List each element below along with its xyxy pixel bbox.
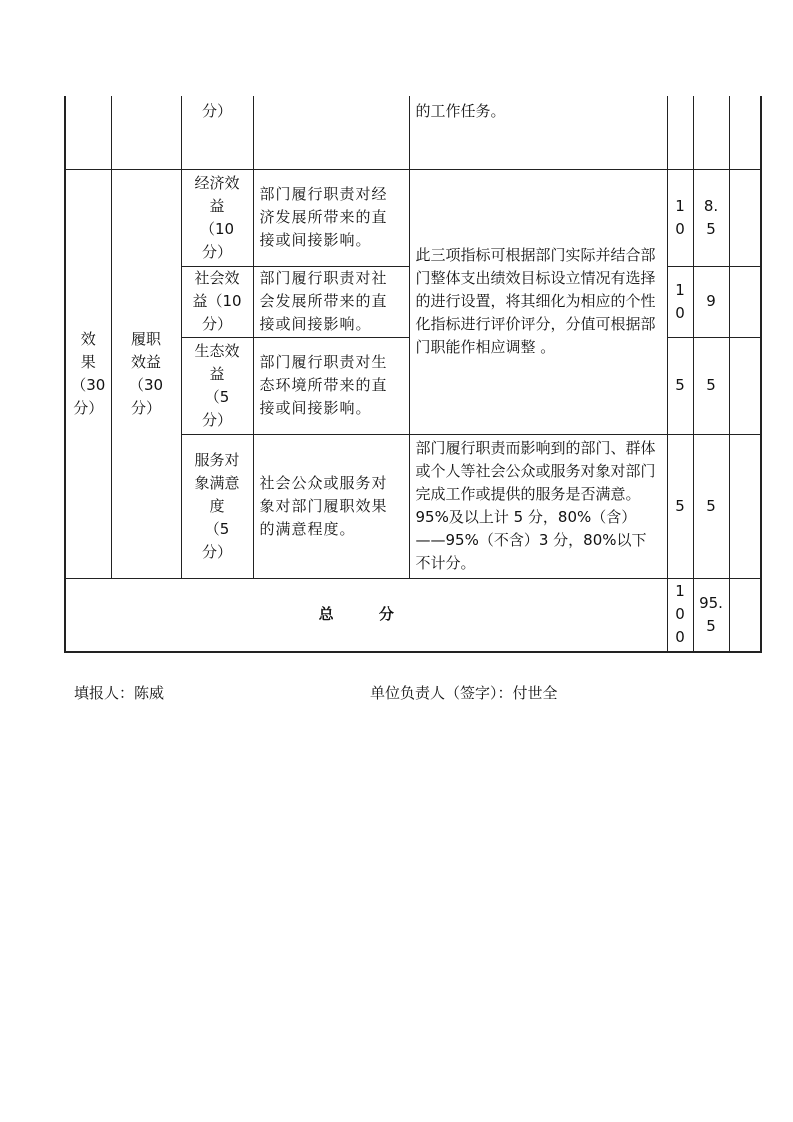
full-score-cell-top	[667, 96, 693, 169]
level2-cell-top	[111, 96, 181, 169]
responsible-signature: 单位负责人（签字）：付世全	[370, 684, 558, 702]
satisfaction-name: 服务对 象满意 度 （5 分）	[181, 434, 253, 578]
economic-score: 8.5	[693, 169, 729, 266]
total-label-cell	[65, 578, 667, 652]
level1-indicator: 效 果 （30 分）	[65, 169, 111, 578]
ecological-benefit-name: 生态效 益 （5 分）	[181, 337, 253, 434]
satisfaction-note: 部门履行职责而影响到的部门、群体或个人等社会公众或服务对象对部门完成工作或提供的服务是否满意。95%及以上计 5 分，80%（含）——95%（不含）3 分，80%以下不计分。	[409, 434, 667, 578]
social-benefit-description: 部门履行职责对社会发展所带来的直接或间接影响。	[253, 266, 409, 337]
ecological-full-score: 5	[667, 337, 693, 434]
social-score: 9	[693, 266, 729, 337]
satisfaction-full-score: 5	[667, 434, 693, 578]
satisfaction-remark	[729, 434, 761, 578]
indicator-tail: 分）	[181, 96, 253, 169]
total-score: 95.5	[693, 578, 729, 652]
economic-benefit-name: 经济效 益 （10 分）	[181, 169, 253, 266]
note-tail: 的工作任务。	[409, 96, 667, 169]
total-full-score: 100	[667, 578, 693, 652]
ecological-benefit-description: 部门履行职责对生态环境所带来的直接或间接影响。	[253, 337, 409, 434]
ecological-remark	[729, 337, 761, 434]
description-cell-top	[253, 96, 409, 169]
social-full-score: 10	[667, 266, 693, 337]
social-benefit-name: 社会效 益（10 分）	[181, 266, 253, 337]
level1-cell-top	[65, 96, 111, 169]
total-remark	[729, 578, 761, 652]
remark-cell-top	[729, 96, 761, 169]
level2-indicator: 履职 效益 （30 分）	[111, 169, 181, 578]
economic-full-score: 10	[667, 169, 693, 266]
satisfaction-description: 社会公众或服务对象对部门履职效果的满意程度。	[253, 434, 409, 578]
ecological-score: 5	[693, 337, 729, 434]
score-cell-top	[693, 96, 729, 169]
performance-table	[64, 96, 762, 653]
filler-signature: 填报人：陈威	[74, 684, 165, 702]
social-remark	[729, 266, 761, 337]
total-label: 总 分	[318, 605, 414, 624]
satisfaction-score: 5	[693, 434, 729, 578]
economic-benefit-description: 部门履行职责对经济发展所带来的直接或间接影响。	[253, 169, 409, 266]
shared-note: 此三项指标可根据部门实际并结合部门整体支出绩效目标设立情况有选择的进行设置，将其细化为相应的个性化指标进行评价评分，分值可根据部门职能作相应调整 。	[409, 169, 667, 434]
economic-remark	[729, 169, 761, 266]
